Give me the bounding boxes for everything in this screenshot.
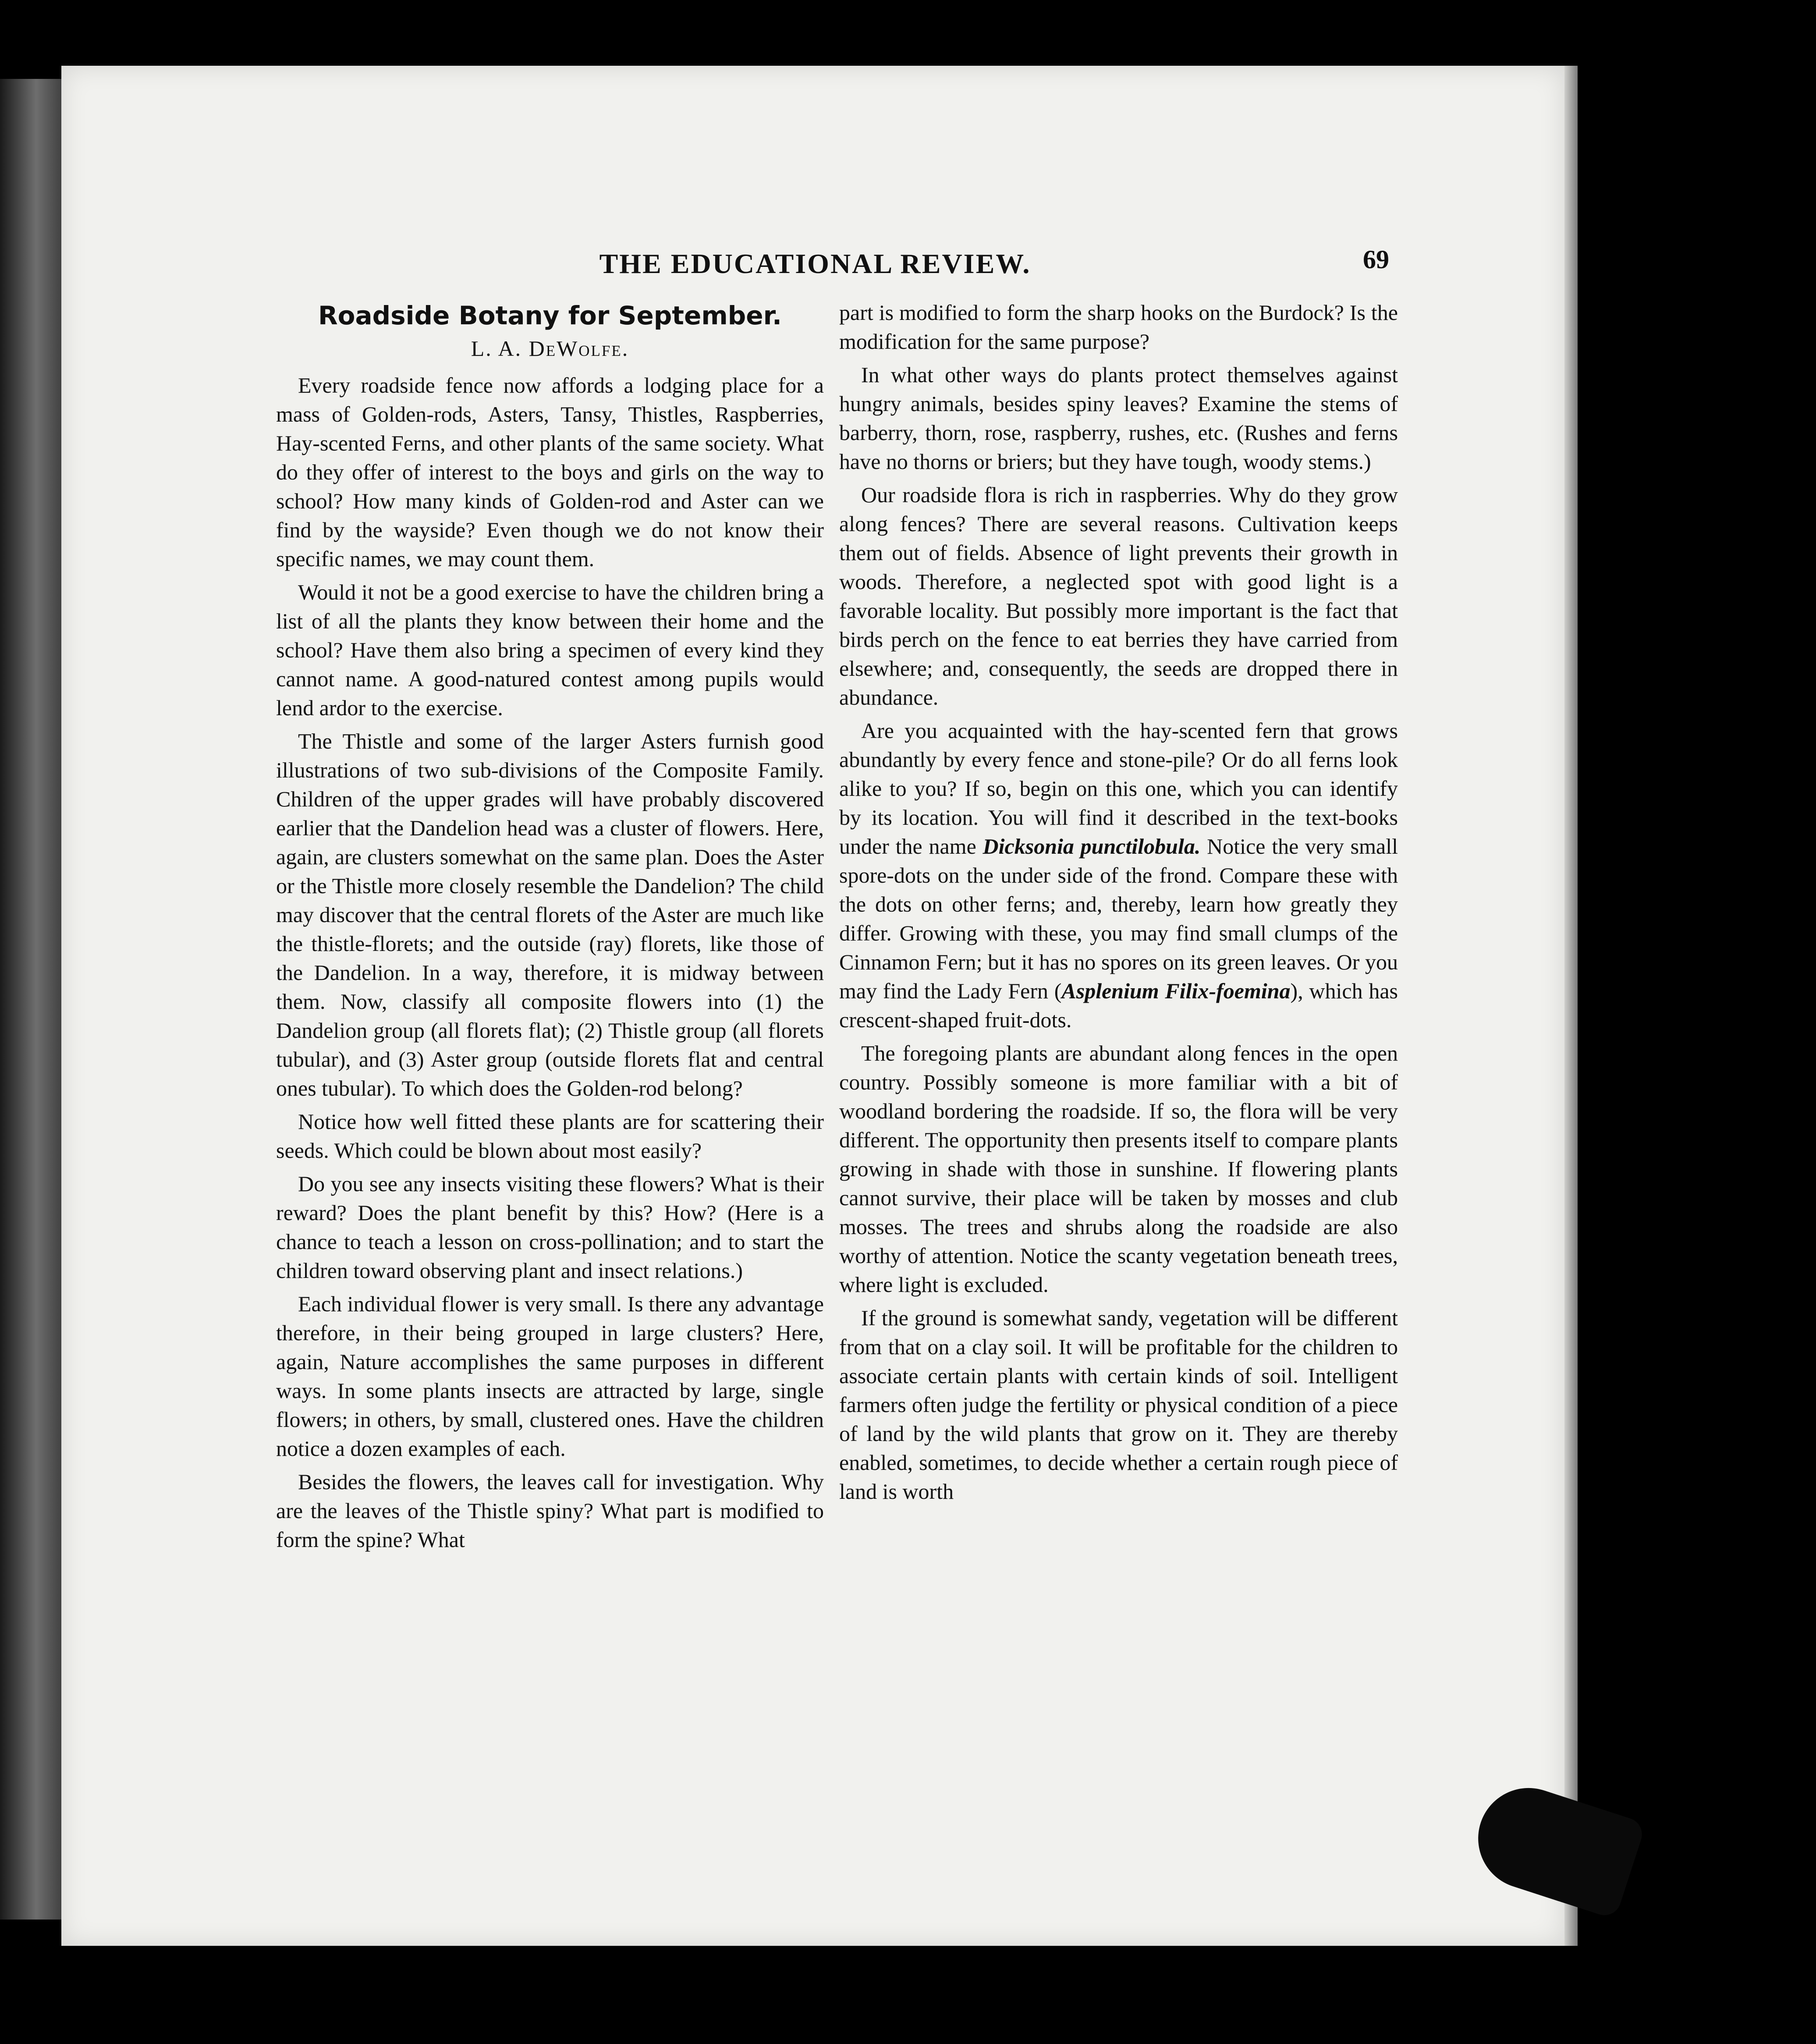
text-run: Are you acquainted with the hay-scented fern that grows abundantly by every fence and stone-pile? Or do all ferns look alike to you? If so, begin on this one, which you can identify by its location. You will find it described in the text-books under the name <box>839 718 1398 859</box>
scientific-name: Dicksonia punctilobula. <box>982 834 1201 859</box>
paragraph: Every roadside fence now affords a lodging place for a mass of Golden-rods, Asters, Tansy, Thistles, Raspberries, Hay-scented Ferns, and other plants of the same society. What do they offer of interest to the boys and girls on the way to school? How many kinds of Golden-rod and Aster can we find by the wayside? Even though we do not know their specific names, we may count them. <box>276 373 824 571</box>
paragraph: The foregoing plants are abundant along fences in the open country. Possibly someone is more familiar with a bit of woodland bordering the roadside. If so, the flora will be very different. The opportunity then presents itself to compare plants growing in shade with those in sunshine. If flowering plants cannot survive, their place will be taken by mosses and club mosses. The trees and shrubs along the roadside are also worthy of attention. Notice the scanty vegetation beneath trees, where light is excluded. <box>839 1041 1398 1297</box>
right-column <box>839 298 1398 1510</box>
paragraph: Would it not be a good exercise to have the children bring a list of all the plants they know between their home and the school? Have them also bring a specimen of every kind they cannot name. A good-natured contest among pupils would lend ardor to the exercise. <box>276 580 824 720</box>
paragraph: In what other ways do plants protect themselves against hungry animals, besides spiny leaves? Examine the stems of barberry, thorn, rose, raspberry, rushes, etc. (Rushes and ferns have no thorns or briers; but they have tough, woody stems.) <box>839 362 1398 474</box>
paragraph <box>839 716 1398 1034</box>
paragraph-continuation: part is modified to form the sharp hooks on the Burdock? Is the modification for the same purpose? <box>839 300 1398 354</box>
paragraph: Notice how well fitted these plants are for scattering their seeds. Which could be blown about most easily? <box>276 1109 824 1163</box>
paragraph: Our roadside flora is rich in raspberries. Why do they grow along fences? There are several reasons. Cultivation keeps them out of fields. Absence of light prevents their growth in woods. Therefore, a neglected spot with good light is a favorable locality. But possibly more important is the fact that birds perch on the fence to eat berries they have carried from elsewhere; and, consequently, the seeds are dropped there in abundance. <box>839 483 1398 710</box>
paragraph: Besides the flowers, the leaves call for investigation. Why are the leaves of the Thistle spiny? What part is modified to form the spine? What <box>276 1469 824 1552</box>
running-head: THE EDUCATIONAL REVIEW. <box>599 248 1031 279</box>
article-title: Roadside Botany for September. <box>318 301 782 330</box>
page-number: 69 <box>1363 245 1389 274</box>
text-run: ), which has crescent-shaped fruit-dots. <box>839 979 1398 1032</box>
text-run: Notice the very small spore-dots on the under side of the frond. Compare these with the dots on other ferns; and, thereby, learn how greatly they differ. Growing with these, you may find small clumps of the Cinnamon Fern; but it has no spores on its green leaves. Or you may find the Lady Fern ( <box>839 834 1398 1003</box>
paragraph: Each individual flower is very small. Is there any advantage therefore, in their being grouped in large clusters? Here, again, Nature accomplishes the same purposes in different ways. In some plants insects are attracted by large, single flowers; in others, by small, clustered ones. Have the children notice a dozen examples of each. <box>276 1292 824 1461</box>
left-column <box>276 298 824 1558</box>
article-author: L. A. DeWolfe. <box>471 336 629 361</box>
scientific-name: Asplenium Filix-foemina <box>1061 979 1291 1003</box>
book-binding-edge <box>0 79 66 1920</box>
paragraph: The Thistle and some of the larger Asters furnish good illustrations of two sub-divisions of the Composite Family. Children of the upper grades will have probably discovered earlier that the Dandelion head was a cluster of flowers. Here, again, are clusters somewhat on the same plan. Does the Aster or the Thistle more closely resemble the Dandelion? The child may discover that the central florets of the Aster are much like the thistle-florets; and the outside (ray) florets, like those of the Dandelion. In a way, therefore, it is midway between them. Now, classify all composite flowers into (1) the Dandelion group (all florets flat); (2) Thistle group (all florets tubular), and (3) Aster group (outside florets flat and central ones tubular). To which does the Golden-rod belong? <box>276 729 824 1100</box>
page-fold-shadow <box>1564 66 1578 1946</box>
paragraph: If the ground is somewhat sandy, vegetation will be different from that on a clay soil. It will be profitable for the children to associate certain plants with certain kinds of soil. Intelligent farmers often judge the fertility or physical condition of a piece of land by the wild plants that grow on it. They are thereby enabled, sometimes, to decide whether a certain rough piece of land is worth <box>839 1306 1398 1504</box>
paragraph: Do you see any insects visiting these flowers? What is their reward? Does the plant benefit by this? How? (Here is a chance to teach a lesson on cross-pollination; and to start the children toward observing plant and insect relations.) <box>276 1171 824 1283</box>
